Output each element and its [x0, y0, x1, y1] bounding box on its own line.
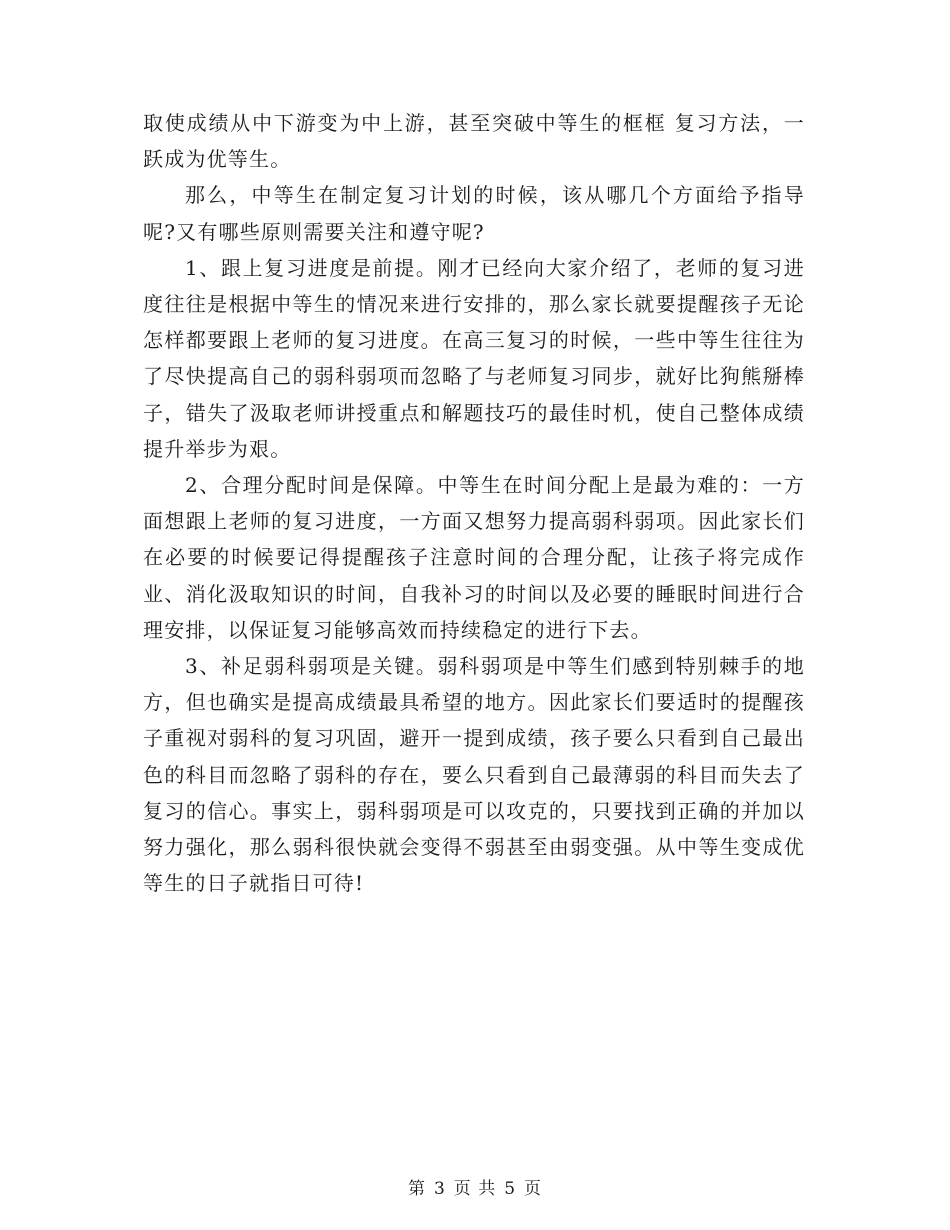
footer-total-pages: 5: [504, 1179, 517, 1199]
footer-suffix: 页: [524, 1179, 543, 1199]
page-footer: [0, 1178, 950, 1200]
paragraph-point-1: 1、跟上复习进度是前提。刚才已经向大家介绍了，老师的复习进度往往是根据中等生的情况来进行安排的，那么家长就要提醒孩子无论怎样都要跟上老师的复习进度。在高三复习的时候，一些中等生往往为了尽快提高自己的弱科弱项而忽略了与老师复习同步，就好比狗熊掰棒子，错失了汲取老师讲授重点和解题技巧的最佳时机，使自己整体成绩提升举步为艰。: [143, 255, 805, 461]
footer-middle: 页 共: [453, 1179, 497, 1199]
paragraph-point-2: 2、合理分配时间是保障。中等生在时间分配上是最为难的：一方面想跟上老师的复习进度，一方面又想努力提高弱科弱项。因此家长们在必要的时候要记得提醒孩子注意时间的合理分配，让孩子将完成作业、消化汲取知识的时间，自我补习的时间以及必要的睡眠时间进行合理安排，以保证复习能够高效而持续稳定的进行下去。: [143, 473, 805, 642]
document-body: [143, 105, 805, 901]
footer-current-page: 3: [433, 1179, 446, 1199]
footer-prefix: 第: [407, 1179, 426, 1199]
paragraph-point-3: 3、补足弱科弱项是关键。弱科弱项是中等生们感到特别棘手的地方，但也确实是提高成绩最具希望的地方。因此家长们要适时的提醒孩子重视对弱科的复习巩固，避开一提到成绩，孩子要么只看到自己最出色的科目而忽略了弱科的存在，要么只看到自己最薄弱的科目而失去了复习的信心。事实上，弱科弱项是可以攻克的，只要找到正确的并加以努力强化，那么弱科很快就会变得不弱甚至由弱变强。从中等生变成优等生的日子就指日可待!: [143, 654, 805, 896]
paragraph-continuation: 取使成绩从中下游变为中上游，甚至突破中等生的框框 复习方法，一跃成为优等生。: [143, 111, 805, 172]
paragraph-question: 那么，中等生在制定复习计划的时候，该从哪几个方面给予指导呢?又有哪些原则需要关注和遵守呢?: [143, 183, 805, 244]
